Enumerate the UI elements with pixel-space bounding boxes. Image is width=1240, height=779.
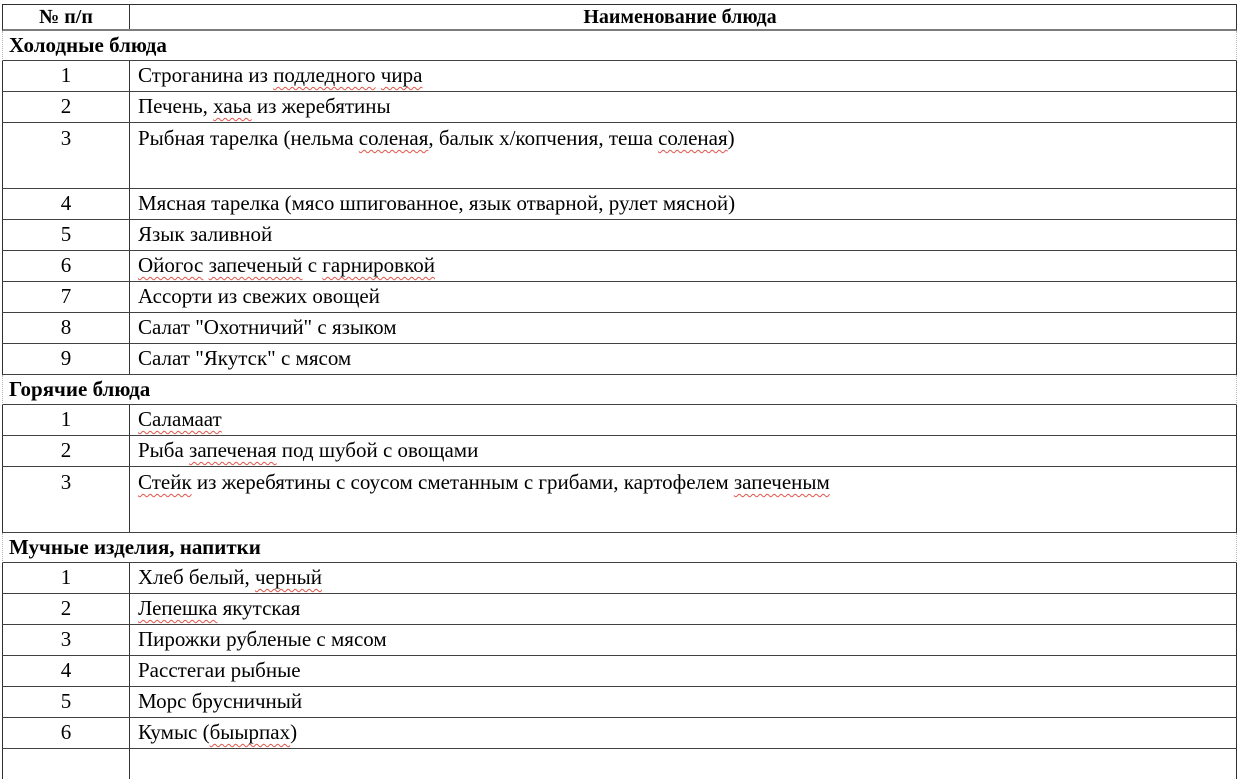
section-header-row xyxy=(2,533,1237,563)
dish-name-cell[interactable]: Хлеб белый, черный xyxy=(138,565,322,589)
row-number-cell[interactable]: 7 xyxy=(3,282,130,312)
dish-name-cell[interactable]: Мясная тарелка (мясо шпигованное, язык отварной, рулет мясной) xyxy=(138,191,736,215)
blank-line xyxy=(138,497,1230,527)
row-number-cell[interactable]: 3 xyxy=(3,625,130,655)
table-row xyxy=(2,594,1237,625)
table-row xyxy=(2,282,1237,313)
misspelled-word: запеченым xyxy=(733,470,830,494)
table-header-row xyxy=(2,4,1237,31)
misspelled-word: запеченый xyxy=(208,253,303,277)
misspelled-word: запеченая xyxy=(189,438,277,462)
row-number-cell[interactable]: 5 xyxy=(3,687,130,717)
blank-line xyxy=(138,153,1230,183)
dish-name-cell[interactable]: Ассорти из свежих овощей xyxy=(138,284,380,308)
row-number-cell[interactable]: 2 xyxy=(3,594,130,624)
row-number-cell[interactable] xyxy=(3,749,130,779)
table-row xyxy=(2,563,1237,594)
table-row-partial xyxy=(2,749,1237,779)
table-row xyxy=(2,467,1237,533)
row-number-cell[interactable]: 9 xyxy=(3,344,130,374)
dish-name-cell[interactable]: Салат "Якутск" с мясом xyxy=(138,346,352,370)
misspelled-word: соленая xyxy=(658,126,728,150)
row-number-cell[interactable]: 3 xyxy=(3,467,130,532)
table-row xyxy=(2,220,1237,251)
table-row xyxy=(2,123,1237,189)
dish-name-cell[interactable]: Строганина из подледного чира xyxy=(138,63,423,87)
table-row xyxy=(2,687,1237,718)
table-row xyxy=(2,313,1237,344)
dish-name-cell[interactable]: Рыбная тарелка (нельма соленая, балык х/копчения, теша соленая) xyxy=(130,123,1236,188)
row-number-cell[interactable]: 1 xyxy=(3,61,130,91)
dish-name-cell[interactable]: Язык заливной xyxy=(138,222,273,246)
table-row xyxy=(2,344,1237,375)
table-row xyxy=(2,405,1237,436)
row-number-cell[interactable]: 4 xyxy=(3,189,130,219)
misspelled-word: хаьа xyxy=(213,94,252,118)
table-row xyxy=(2,625,1237,656)
dish-name-cell[interactable]: Лепешка якутская xyxy=(138,596,301,620)
table-row xyxy=(2,718,1237,749)
row-number-cell[interactable]: 6 xyxy=(3,251,130,281)
column-header-name: Наименование блюда xyxy=(583,6,777,28)
misspelled-word: подледного xyxy=(273,63,376,87)
dish-name-cell[interactable]: Печень, хаьа из жеребятины xyxy=(138,94,391,118)
dish-name-cell[interactable]: Кумыс (быырпах) xyxy=(138,720,298,744)
dish-name-cell[interactable]: Рыба запеченая под шубой с овощами xyxy=(138,438,479,462)
dish-name-cell[interactable] xyxy=(130,405,1236,435)
dish-name-cell[interactable] xyxy=(130,749,1236,779)
column-header-num: № п/п xyxy=(3,5,130,29)
row-number-cell[interactable]: 1 xyxy=(3,563,130,593)
misspelled-word: Ойогос xyxy=(138,253,204,277)
dish-name-cell[interactable]: Расстегаи рыбные xyxy=(138,658,301,682)
table-row xyxy=(2,61,1237,92)
section-title: Мучные изделия, напитки xyxy=(9,535,261,559)
section-header-row xyxy=(2,375,1237,405)
table-row xyxy=(2,656,1237,687)
table-row xyxy=(2,92,1237,123)
dish-name-cell[interactable]: Ойогос запеченый с гарнировкой xyxy=(138,253,435,277)
section-title: Холодные блюда xyxy=(9,33,167,57)
misspelled-word: Лепешка xyxy=(138,596,218,620)
misspelled-word: быырпах xyxy=(209,720,291,744)
row-number-cell[interactable]: 3 xyxy=(3,123,130,188)
dish-name-cell[interactable]: Морс брусничный xyxy=(138,689,303,713)
row-number-cell[interactable]: 2 xyxy=(3,92,130,122)
misspelled-word: Саламаат xyxy=(138,407,222,431)
table-row xyxy=(2,251,1237,282)
row-number-cell[interactable]: 8 xyxy=(3,313,130,343)
table-row xyxy=(2,436,1237,467)
dish-name-cell[interactable]: Стейк из жеребятины с соусом сметанным с грибами, картофелем запеченым xyxy=(130,467,1236,532)
row-number-cell[interactable]: 6 xyxy=(3,718,130,748)
misspelled-word: чира xyxy=(380,63,423,87)
misspelled-word: черный xyxy=(254,565,322,589)
misspelled-word: соленая xyxy=(358,126,429,150)
row-number-cell[interactable]: 5 xyxy=(3,220,130,250)
dish-name-cell[interactable]: Салат "Охотничий" с языком xyxy=(138,315,397,339)
misspelled-word: гарнировкой xyxy=(322,253,435,277)
section-title: Горячие блюда xyxy=(9,377,151,401)
menu-table-body xyxy=(2,31,1237,749)
table-row xyxy=(2,189,1237,220)
section-header-row xyxy=(2,31,1237,61)
row-number-cell[interactable]: 4 xyxy=(3,656,130,686)
menu-table xyxy=(2,4,1237,779)
dish-name-cell[interactable]: Пирожки рубленые с мясом xyxy=(138,627,387,651)
row-number-cell[interactable]: 1 xyxy=(3,405,130,435)
row-number-cell[interactable]: 2 xyxy=(3,436,130,466)
misspelled-word: Стейк xyxy=(138,470,192,494)
